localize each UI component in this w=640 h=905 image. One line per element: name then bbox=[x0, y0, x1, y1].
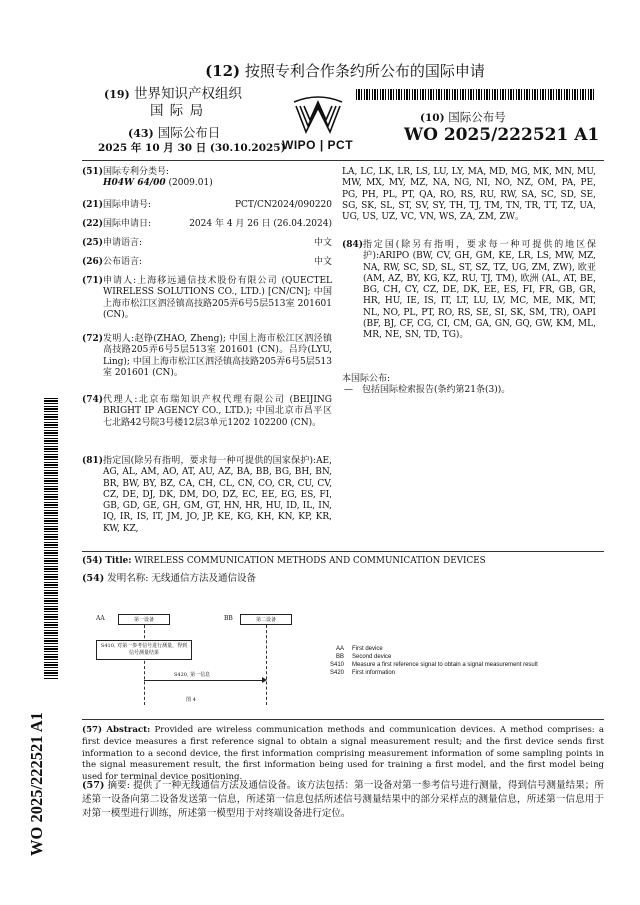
wipo-logo bbox=[280, 94, 356, 144]
side-publication-number: WO 2025/222521 A1 bbox=[27, 712, 46, 856]
publication-number-label: (10) 国际公布号 bbox=[420, 110, 506, 124]
step-s420-label: S420, 第一信息 bbox=[174, 672, 211, 678]
organization: (19) 世界知识产权组织 bbox=[104, 86, 243, 102]
legend-item: S420 First information bbox=[329, 670, 396, 677]
legend-item: S410 Measure a first reference signal to obtain a signal measurement result bbox=[329, 662, 538, 669]
field-81-designated-states: (81) 指定国(除另有指明，要求每一种可提供的国家保护):AE, AG, AL, AM, AO, AT, AU, AZ, BA, BB, BG, BH, BN, BR, BW, BY, BZ, CA, CH, CL, CN, CO, CR, CU, CV, CZ, DE, DJ, DK, DM, DO, DZ, EC, EE, EG, ES, FI, GB, GD, GE, GH, GM, GT, HN, HR, HU, ID, IL, IN, IQ, IR, IS, IT, JM, JO, JP, KE, KG, KH, KN, KP, KR, KW, KZ, bbox=[82, 456, 332, 534]
field-74-agent: (74) 代理人:北京布瑞知识产权代理有限公司 (BEIJING BRIGHT IP AGENCY CO., LTD.); 中国北京市昌平区七北路42号院3号楼12层3单元1202 102200 (CN)。 bbox=[82, 395, 332, 428]
legend-item: BB Second device bbox=[335, 654, 392, 661]
field-22-filing-date: (22) 国际申请日: 2024 年 4 月 26 日 (26.04.2024) bbox=[82, 219, 332, 229]
publication-date-value: 2025 年 10 月 30 日 (30.10.2025) bbox=[98, 142, 286, 154]
publication-number: WO 2025/222521 A1 bbox=[404, 125, 600, 145]
s420-arrow-line bbox=[144, 680, 264, 681]
field-21-application-number: (21) 国际申请号: PCT/CN2024/090220 bbox=[82, 200, 332, 210]
field-26-publication-language: (26) 公布语言: 中文 bbox=[82, 257, 332, 267]
title-divider-top bbox=[82, 551, 604, 552]
document-title: (12) 按照专利合作条约所公布的国际申请 bbox=[205, 62, 485, 80]
title-english: (54) Title: WIRELESS COMMUNICATION METHODS AND COMMUNICATION DEVICES bbox=[82, 556, 486, 566]
organization-bureau: 国 际 局 bbox=[150, 103, 205, 119]
title-chinese: (54) 发明名称: 无线通信方法及通信设备 bbox=[82, 573, 256, 584]
abstract-chinese: (57) 摘要: 提供了一种无线通信方法及通信设备。该方法包括：第一设备对第一参考信号进行测量，得到信号测量结果；所述第一设备向第二设备发送第一信息，所述第一信息包括所述信号测量结果中的部分采样点的测量信息，所述第一信息用于对第一模型进行训练，所述第一模型用于对终端设备进行定位。 bbox=[82, 780, 605, 819]
arrow-right-icon bbox=[262, 677, 267, 683]
figure-legend bbox=[316, 645, 538, 677]
published-with: 本国际公布: — 包括国际检索报告(条约第21条(3))。 bbox=[342, 374, 511, 396]
field-81-continued: LA, LC, LK, LR, LS, LU, LY, MA, MD, MG, MK, MN, MU, MW, MX, MY, MZ, NA, NG, NI, NO, NZ, OM, PA, PE, PG, PH, PL, PT, QA, RO, RS, RU, RW, SA, SC, SD, SE, SG, SK, SL, ST, SV, SY, TH, TJ, TM, TN, TR, TT, TZ, UA, UG, US, UZ, VC, VN, WS, ZA, ZM, ZW。 bbox=[342, 167, 596, 222]
legend-item: AA First device bbox=[335, 646, 383, 652]
step-s410-box: S410, 对第一参考信号进行测量，得到信号测量结果 bbox=[96, 640, 192, 660]
first-device-box: 第一设备 bbox=[118, 614, 170, 625]
field-71-applicant: (71) 申请人:上海移远通信技术股份有限公司 (QUECTEL WIRELESS SOLUTIONS CO., LTD.) [CN/CN]; 中国上海市松江区泗泾镇高技路205弄6号5层513室 201601 (CN)。 bbox=[82, 276, 332, 320]
figure-caption: 图 4 bbox=[186, 697, 196, 703]
field-25-filing-language: (25) 申请语言: 中文 bbox=[82, 238, 332, 248]
field-84-regional: (84) 指定国(除另有指明，要求每一种可提供的地区保护):ARIPO (BW, CV, GH, GM, KE, LR, LS, MW, MZ, NA, RW, SC, SD, SL, ST, SZ, TZ, UG, ZM, ZW), 欧亚 (AM, AZ, BY, KG, KZ, RU, TJ, TM), 欧洲 (AL, AT, BE, BG, CH, CY, CZ, DE, DK, EE, ES, FI, FR, GB, GR, HR, HU, IE, IS, IT, LT, LU, LV, MC, ME, MK, MT, NL, NO, PL, PT, RO, RS, SE, SI, SK, SM, TR), OAPI (BF, BJ, CF, CG, CI, CM, GA, GN, GQ, GW, KM, ML, MR, NE, SN, TD, TG)。 bbox=[342, 240, 596, 340]
side-barcode bbox=[44, 398, 58, 680]
wipo-pct-text: WIPO | PCT bbox=[282, 138, 354, 152]
fig-label-bb: BB bbox=[224, 615, 233, 622]
second-device-box: 第二设备 bbox=[240, 614, 292, 625]
wipo-emblem-icon bbox=[280, 94, 356, 144]
fig-label-aa: AA bbox=[96, 615, 105, 622]
publication-date-label: (43) 国际公布日 bbox=[128, 125, 221, 140]
field-51-ipc: (51) 国际专利分类号: H04W 64/00 (2009.01) bbox=[82, 167, 213, 189]
top-barcode bbox=[356, 89, 596, 100]
abstract-english: (57) Abstract: Provided are wireless communication methods and communication devices. A method comprises: a first device measures a first reference signal to obtain a signal measurement result; and the first device sends first information to a second device, the first information comprising measurement information of some sampling points in the signal measurement result, the first information being used for training a first model, and the first model being used for terminal device positioning. bbox=[82, 725, 604, 783]
field-72-inventors: (72) 发明人:赵铮(ZHAO, Zheng); 中国上海市松江区泗泾镇高技路205弄6号5层513室 201601 (CN)。吕玲(LYU, Ling); 中国上海市松江区泗泾镇高技路205弄6号5层513室 201601 (CN)。 bbox=[82, 334, 332, 378]
abstract-divider bbox=[82, 719, 604, 720]
header-divider bbox=[82, 160, 604, 161]
second-device-lifeline bbox=[266, 625, 267, 705]
first-device-lifeline bbox=[144, 625, 145, 705]
